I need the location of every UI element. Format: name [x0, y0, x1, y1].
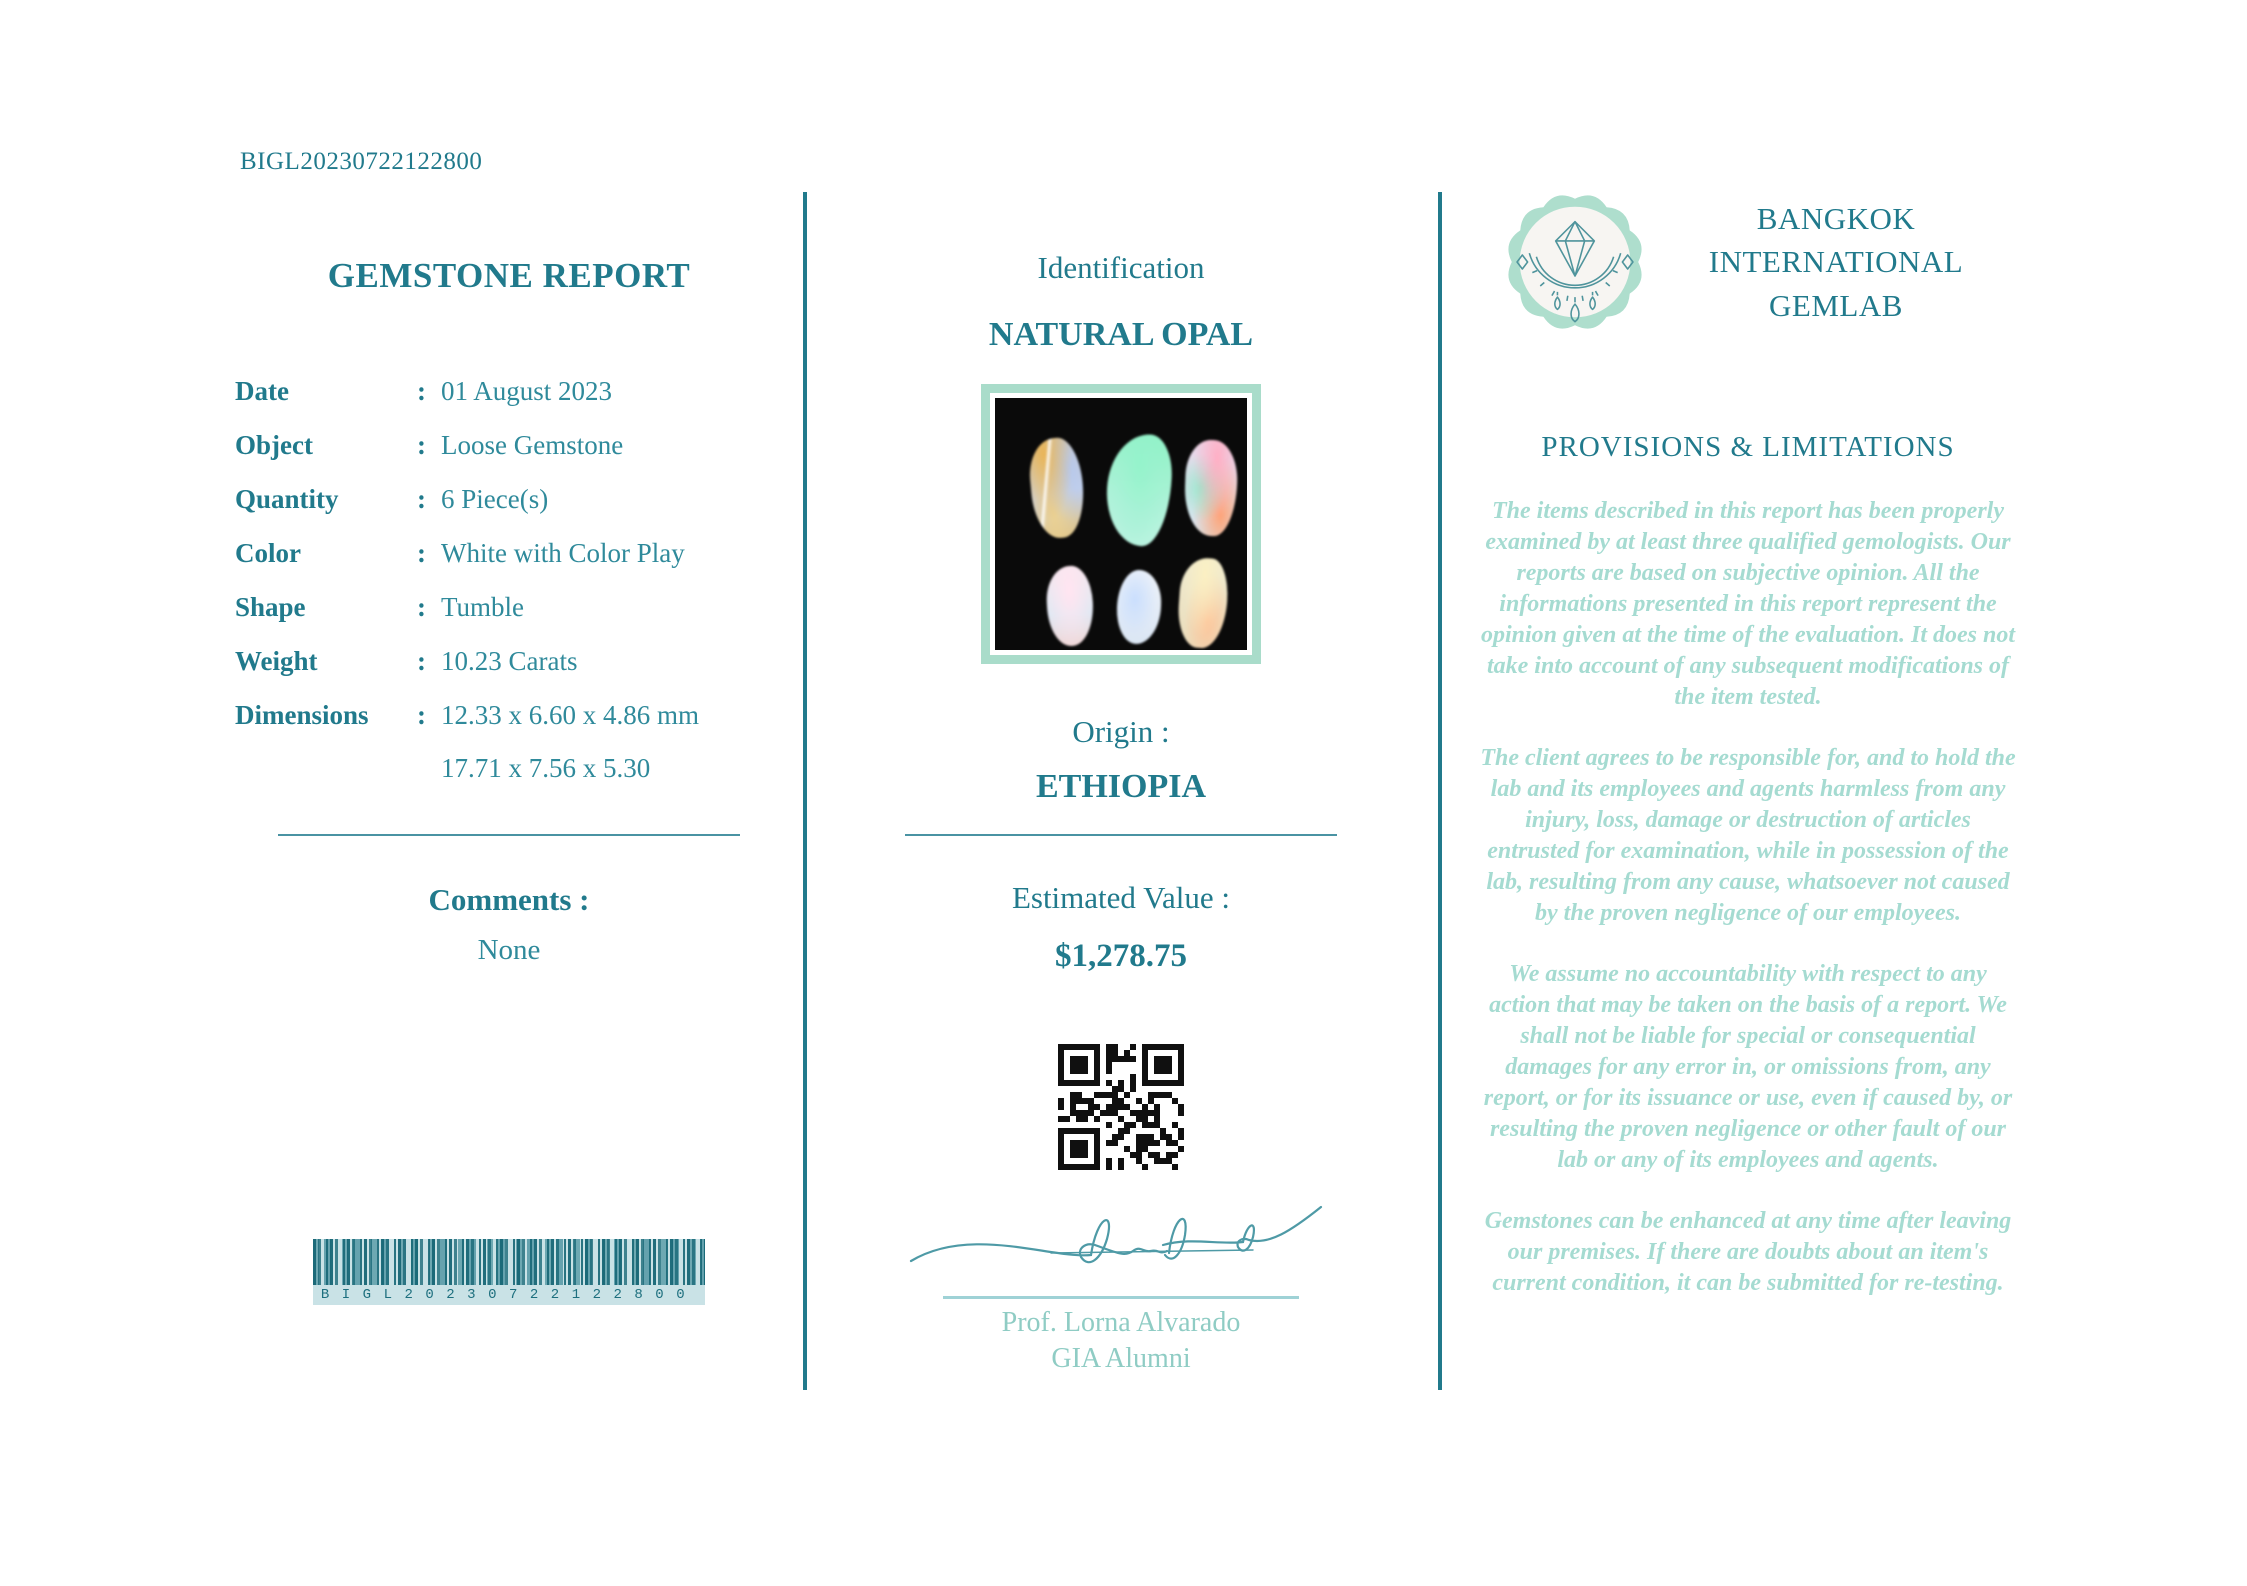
field-row-color	[235, 526, 783, 580]
provisions-title: PROVISIONS & LIMITATIONS	[1541, 431, 1955, 463]
section-divider	[278, 834, 740, 836]
field-row-weight	[235, 634, 783, 688]
qr-code-image	[1058, 1044, 1184, 1170]
opal-stone	[1027, 436, 1088, 540]
gemstone-photo-background	[995, 398, 1247, 650]
field-label: Shape	[235, 591, 306, 622]
report-details-section	[235, 240, 783, 1305]
field-separator: :	[417, 483, 426, 514]
lab-header	[1478, 183, 2018, 341]
field-separator: :	[417, 591, 426, 622]
provisions-section	[1478, 183, 2018, 1329]
field-row-quantity	[235, 472, 783, 526]
opal-stone	[1183, 439, 1238, 537]
comments-value: None	[477, 934, 541, 966]
field-value: White with Color Play	[441, 537, 685, 568]
identification-value: NATURAL OPAL	[988, 316, 1254, 353]
field-label: Date	[235, 375, 289, 406]
provision-paragraph: Gemstones can be enhanced at any time after leaving our premises. If there are doubts about an item's current condition, it can be submitted for re-testing.	[1484, 1208, 2012, 1296]
field-value: 17.71 x 7.56 x 5.30	[441, 752, 651, 783]
gemlab-logo-icon	[1496, 183, 1654, 341]
estimated-value: $1,278.75	[1055, 938, 1187, 974]
field-row-dimensions	[235, 688, 783, 742]
estimated-value-label: Estimated Value :	[1011, 880, 1231, 915]
signature	[901, 1195, 1341, 1291]
field-label: Color	[235, 537, 301, 568]
signatory-credential: GIA Alumni	[1051, 1343, 1191, 1374]
qr-code	[1051, 1037, 1191, 1177]
field-value: 01 August 2023	[441, 375, 613, 406]
field-row-dimensions-2	[235, 742, 783, 794]
barcode-text: BIGL20230722122800	[313, 1285, 705, 1305]
signatory-name: Prof. Lorna Alvarado	[1001, 1307, 1241, 1338]
provision-paragraph: We assume no accountability with respect to any action that may be taken on the basis of a report. We shall not be liable for special or consequential damages for any error in, or omissions from, any report, or for its issuance or use, even if caused by, or resulting the proven negligence or other fault of our lab or any of its employees and agents.	[1483, 961, 2013, 1173]
field-value: 12.33 x 6.60 x 4.86 mm	[441, 699, 700, 730]
barcode-bars	[313, 1239, 705, 1285]
opal-stone	[1176, 556, 1230, 649]
identification-section	[845, 240, 1397, 1375]
lab-name: BANGKOK INTERNATIONAL GEMLAB	[1708, 200, 1964, 323]
opal-stone	[1045, 565, 1095, 647]
field-row-object	[235, 418, 783, 472]
field-row-shape	[235, 580, 783, 634]
field-separator: :	[417, 699, 426, 730]
field-row-date	[235, 364, 783, 418]
opal-stone	[1116, 569, 1163, 644]
provisions-paragraphs	[1478, 496, 2018, 1299]
opal-stone	[1104, 432, 1174, 547]
comments-label: Comments :	[428, 882, 590, 917]
report-number: BIGL20230722122800	[240, 148, 483, 175]
field-separator: :	[417, 645, 426, 676]
report-title: GEMSTONE REPORT	[327, 256, 691, 295]
field-value: 10.23 Carats	[441, 645, 578, 676]
provision-paragraph: The items described in this report has been properly examined by at least three qualified gemologists. Our reports are based on subjective opinion. All the informations presented in this report represent the opinion given at the time of the evaluation. It does not take into account of any subsequent modifications of the item tested.	[1480, 498, 2016, 710]
section-divider	[905, 834, 1337, 836]
field-label: Weight	[235, 645, 318, 676]
field-value: Loose Gemstone	[441, 429, 624, 460]
origin-value: ETHIOPIA	[1035, 768, 1207, 805]
field-value: Tumble	[441, 591, 525, 622]
field-value: 6 Piece(s)	[441, 483, 549, 514]
field-separator: :	[417, 429, 426, 460]
report-fields	[235, 364, 783, 794]
report-barcode	[313, 1239, 705, 1305]
origin-label: Origin :	[1072, 714, 1170, 749]
field-label: Quantity	[235, 483, 339, 514]
provision-paragraph: The client agrees to be responsible for, and to hold the lab and its employees and agents harmless from any injury, loss, damage or destruction of articles entrusted for examination, while in possession of the lab, resulting from any cause, whatsoever not caused by the proven negligence of our employees.	[1480, 745, 2016, 926]
gemstone-photo	[981, 384, 1261, 664]
column-divider-right	[1438, 192, 1442, 1390]
field-label: Dimensions	[235, 699, 369, 730]
field-separator: :	[417, 537, 426, 568]
field-separator: :	[417, 375, 426, 406]
identification-label: Identification	[1037, 250, 1205, 285]
column-divider-left	[803, 192, 807, 1390]
field-label: Object	[235, 429, 313, 460]
signature-line	[943, 1296, 1299, 1299]
signature-block	[901, 1195, 1341, 1375]
